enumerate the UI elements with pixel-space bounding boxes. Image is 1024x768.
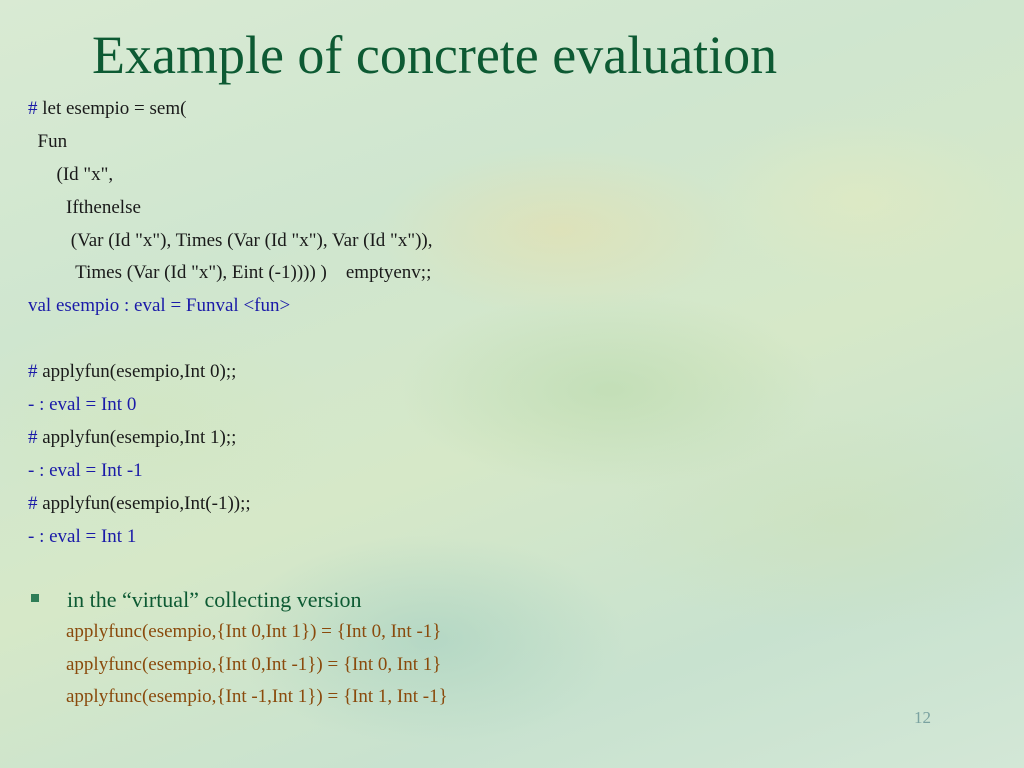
slide-title: Example of concrete evaluation [92, 25, 778, 85]
code-output-line [28, 290, 432, 323]
prompt-symbol: # [28, 361, 38, 383]
bullet-section [28, 584, 448, 714]
code-text: Fun [28, 130, 68, 152]
code-input-line [28, 488, 432, 521]
code-input-line [28, 257, 432, 290]
code-input-line [28, 225, 432, 258]
code-text: (Id "x", [28, 163, 114, 185]
code-output-line [28, 455, 432, 488]
code-text: val esempio : eval = Funval <fun> [28, 295, 291, 317]
prompt-symbol: # [28, 98, 38, 119]
code-text: - : eval = Int -1 [28, 459, 143, 481]
code-text: applyfun(esempio,Int 0);; [37, 361, 237, 383]
code-input-line [28, 192, 432, 225]
code-block [28, 93, 432, 553]
collecting-example-line: applyfunc(esempio,{Int 0,Int -1}) = {Int 0, Int 1} [66, 653, 442, 675]
code-output-line [28, 521, 432, 554]
code-input-line [28, 159, 432, 192]
code-text: let esempio = sem( [37, 98, 187, 119]
code-text: Ifthenelse [28, 196, 141, 218]
bullet-item [28, 584, 448, 616]
bullet-text: in the “virtual” collecting version [67, 587, 362, 612]
collecting-example-line: applyfunc(esempio,{Int -1,Int 1}) = {Int 1, Int -1} [66, 686, 448, 707]
code-text: - : eval = Int 1 [28, 525, 137, 547]
collecting-example-line: applyfunc(esempio,{Int 0,Int 1}) = {Int 0, Int -1} [66, 621, 442, 642]
code-input-line [28, 356, 432, 389]
page-number: 12 [914, 708, 931, 727]
square-bullet-icon [31, 594, 39, 602]
code-blank-line [28, 323, 432, 356]
code-text: Times (Var (Id "x"), Eint (-1)))) ) emptyenv;; [28, 262, 432, 284]
code-input-line [28, 422, 432, 455]
code-input-line [28, 93, 432, 126]
code-text: (Var (Id "x"), Times (Var (Id "x"), Var (Id "x")), [28, 229, 433, 251]
code-output-line [28, 389, 432, 422]
collecting-examples [66, 616, 448, 714]
prompt-symbol: # [28, 426, 38, 448]
prompt-symbol: # [28, 492, 38, 514]
code-text: - : eval = Int 0 [28, 394, 137, 416]
code-text: applyfun(esempio,Int(-1));; [37, 492, 251, 514]
code-input-line [28, 126, 432, 159]
code-text: applyfun(esempio,Int 1);; [37, 426, 237, 448]
